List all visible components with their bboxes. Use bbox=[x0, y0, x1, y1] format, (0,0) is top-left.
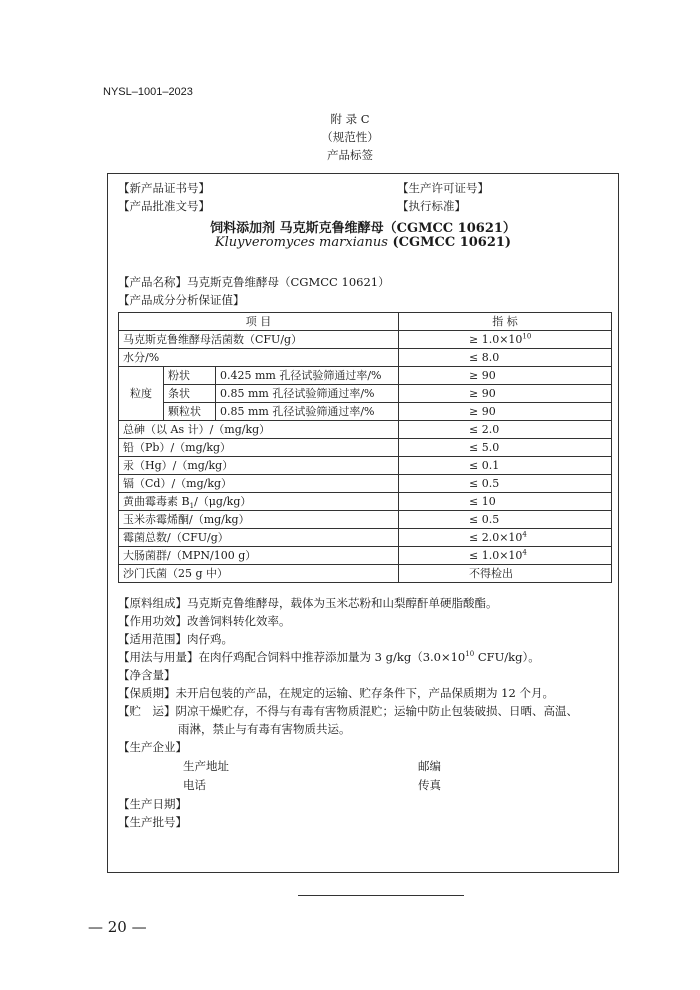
page-number: — 20 — bbox=[88, 918, 147, 936]
row-item: 总砷（以 As 计）/（mg/kg） bbox=[119, 421, 399, 439]
row-value: ≤ 8.0 bbox=[399, 349, 612, 367]
table-row bbox=[119, 529, 612, 547]
table-row bbox=[119, 367, 612, 385]
row-item bbox=[119, 493, 399, 511]
item-subscript: 1 bbox=[189, 501, 195, 510]
product-title-cn: 饲料添加剂 马克斯克鲁维酵母（CGMCC 10621） bbox=[210, 221, 516, 236]
row-item: 镉（Cd）/（mg/kg） bbox=[119, 475, 399, 493]
table-row bbox=[119, 547, 612, 565]
table-row bbox=[119, 511, 612, 529]
appendix-title: 附 录 C bbox=[330, 112, 370, 126]
row-value: ≤ 0.1 bbox=[399, 457, 612, 475]
table-row bbox=[119, 349, 612, 367]
phone: 电话 bbox=[183, 778, 206, 792]
usage bbox=[118, 649, 540, 665]
storage-line-1: 【贮 运】阴凉干燥贮存，不得与有毒有害物质混贮；运输中防止包装破损、日晒、高温、 bbox=[118, 704, 578, 718]
item-unit: /（μg/kg） bbox=[194, 494, 252, 508]
net-content: 【净含量】 bbox=[118, 668, 176, 682]
row-value: ≤ 2.0 bbox=[399, 421, 612, 439]
row-value bbox=[399, 547, 612, 565]
composition-guarantee: 【产品成分分析保证值】 bbox=[118, 293, 245, 307]
strain-code: (CGMCC 10621) bbox=[387, 235, 512, 250]
product-name: 【产品名称】马克斯克鲁维酵母（CGMCC 10621） bbox=[118, 275, 390, 289]
row-item: 汞（Hg）/（mg/kg） bbox=[119, 457, 399, 475]
row-value: ≤ 0.5 bbox=[399, 511, 612, 529]
row-value bbox=[399, 331, 612, 349]
usage-unit: CFU/kg）。 bbox=[474, 650, 540, 664]
table-row bbox=[119, 403, 612, 421]
table-row bbox=[119, 331, 612, 349]
row-value: ≤ 5.0 bbox=[399, 439, 612, 457]
table-header bbox=[119, 313, 612, 331]
row-value: ≥ 90 bbox=[399, 367, 612, 385]
new-cert-no: 【新产品证书号】 bbox=[118, 181, 210, 195]
row-value bbox=[399, 529, 612, 547]
document-code: NYSL–1001–2023 bbox=[103, 86, 193, 98]
col-spec-header: 指 标 bbox=[399, 313, 612, 331]
table-row bbox=[119, 475, 612, 493]
production-license-no: 【生产许可证号】 bbox=[397, 181, 489, 195]
latin-name: Kluyveromyces marxianus bbox=[214, 235, 388, 250]
table-row bbox=[119, 457, 612, 475]
row-item: 0.85 mm 孔径试验筛通过率/% bbox=[216, 403, 399, 421]
appendix-subtitle: 产品标签 bbox=[327, 148, 373, 162]
fax: 传真 bbox=[418, 778, 441, 792]
table-row bbox=[119, 421, 612, 439]
row-value: ≥ 90 bbox=[399, 403, 612, 421]
function: 【作用功效】改善饲料转化效率。 bbox=[118, 614, 291, 628]
row-item: 大肠菌群/（MPN/100 g） bbox=[119, 547, 399, 565]
scope: 【适用范围】肉仔鸡。 bbox=[118, 632, 233, 646]
value-exponent: 10 bbox=[522, 331, 532, 340]
shelf-life: 【保质期】未开启包装的产品，在规定的运输、贮存条件下，产品保质期为 12 个月。 bbox=[118, 686, 554, 700]
batch-no: 【生产批号】 bbox=[118, 815, 187, 829]
row-item: 霉菌总数/（CFU/g） bbox=[119, 529, 399, 547]
standard: 【执行标准】 bbox=[397, 199, 466, 213]
appendix-nature: （规范性） bbox=[321, 130, 379, 144]
table-row bbox=[119, 493, 612, 511]
value-text: ≤ 2.0×10 bbox=[469, 530, 523, 544]
usage-text: 【用法与用量】在肉仔鸡配合饲料中推荐添加量为 3 g/kg（3.0×10 bbox=[118, 650, 466, 664]
table-row bbox=[119, 439, 612, 457]
granularity-label: 粒度 bbox=[119, 367, 164, 421]
value-exponent: 4 bbox=[522, 547, 527, 556]
storage-line-2: 雨淋，禁止与有毒有害物质共运。 bbox=[178, 722, 351, 736]
table-row bbox=[119, 565, 612, 583]
row-item: 马克斯克鲁维酵母活菌数（CFU/g） bbox=[119, 331, 399, 349]
item-text: 黄曲霉毒素 B bbox=[123, 494, 190, 508]
table-row bbox=[119, 385, 612, 403]
row-value: 不得检出 bbox=[399, 565, 612, 583]
value-exponent: 4 bbox=[522, 529, 527, 538]
row-subtype: 条状 bbox=[164, 385, 216, 403]
row-value: ≤ 0.5 bbox=[399, 475, 612, 493]
raw-material: 【原料组成】马克斯克鲁维酵母，载体为玉米芯粉和山梨醇酐单硬脂酸酯。 bbox=[118, 596, 498, 610]
row-subtype: 颗粒状 bbox=[164, 403, 216, 421]
usage-exponent: 10 bbox=[465, 650, 475, 659]
address: 生产地址 bbox=[183, 759, 229, 773]
production-date: 【生产日期】 bbox=[118, 797, 187, 811]
approval-no: 【产品批准文号】 bbox=[118, 199, 210, 213]
row-value: ≤ 10 bbox=[399, 493, 612, 511]
row-item: 0.425 mm 孔径试验筛通过率/% bbox=[216, 367, 399, 385]
row-item: 水分/% bbox=[119, 349, 399, 367]
product-label-box bbox=[107, 173, 619, 873]
row-value: ≥ 90 bbox=[399, 385, 612, 403]
manufacturer: 【生产企业】 bbox=[118, 740, 187, 754]
value-text: ≥ 1.0×10 bbox=[469, 332, 523, 346]
row-item: 玉米赤霉烯酮/（mg/kg） bbox=[119, 511, 399, 529]
bottom-rule bbox=[298, 895, 464, 896]
row-item: 0.85 mm 孔径试验筛通过率/% bbox=[216, 385, 399, 403]
spec-table bbox=[118, 312, 612, 583]
row-item: 沙门氏菌（25 g 中） bbox=[119, 565, 399, 583]
product-title-latin bbox=[108, 235, 618, 250]
value-text: ≤ 1.0×10 bbox=[469, 548, 523, 562]
row-item: 铅（Pb）/（mg/kg） bbox=[119, 439, 399, 457]
row-subtype: 粉状 bbox=[164, 367, 216, 385]
postcode: 邮编 bbox=[418, 759, 441, 773]
col-item-header: 项 目 bbox=[119, 313, 399, 331]
